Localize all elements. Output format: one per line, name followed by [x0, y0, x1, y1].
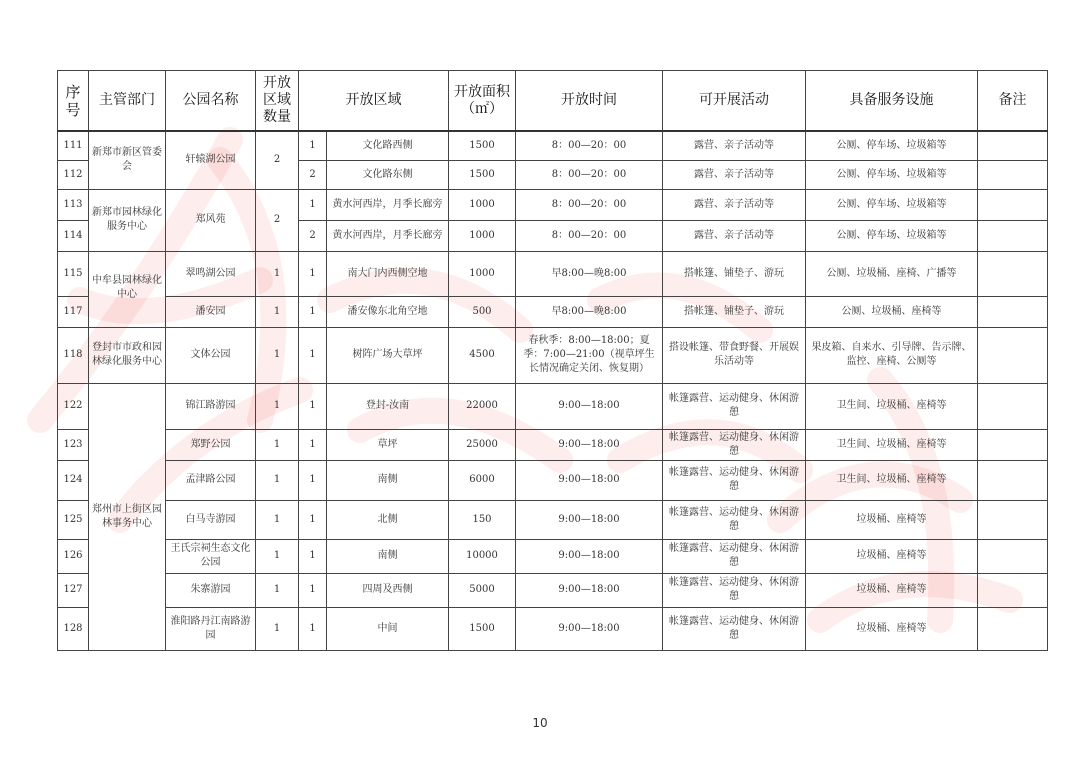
cell-park: 王氏宗祠生态文化公园: [166, 539, 256, 573]
cell-no: 128: [58, 607, 89, 650]
cell-activities: 露营、亲子活动等: [663, 220, 806, 251]
cell-no: 127: [58, 573, 89, 607]
header-size: 开放面积（㎡）: [449, 71, 516, 132]
cell-time: 春秋季：8:00—18:00；夏季：7:00—21:00（视草坪生长情况确定关闭、恢复期）: [516, 327, 663, 383]
cell-note: [978, 220, 1048, 251]
cell-facilities: 公厕、停车场、垃圾箱等: [806, 220, 978, 251]
cell-no: 123: [58, 429, 89, 460]
cell-area-index: 1: [299, 607, 327, 650]
cell-no: 124: [58, 460, 89, 500]
cell-activities: 帐篷露营、运动健身、休闲游憩: [663, 460, 806, 500]
cell-activities: 帐篷露营、运动健身、休闲游憩: [663, 607, 806, 650]
table-row: [58, 383, 1048, 429]
cell-park: 郑风苑: [166, 189, 256, 251]
cell-facilities: 果皮箱、自来水、引导牌、告示牌、监控、座椅、公厕等: [806, 327, 978, 383]
cell-park: 白马寺游园: [166, 500, 256, 539]
cell-size: 5000: [449, 573, 516, 607]
table-row: [58, 189, 1048, 220]
cell-facilities: 垃圾桶、座椅等: [806, 500, 978, 539]
cell-no: 126: [58, 539, 89, 573]
cell-count: 2: [256, 131, 299, 189]
cell-note: [978, 573, 1048, 607]
cell-facilities: 垃圾桶、座椅等: [806, 607, 978, 650]
cell-area-index: 1: [299, 189, 327, 220]
cell-activities: 帐篷露营、运动健身、休闲游憩: [663, 383, 806, 429]
cell-facilities: 公厕、停车场、垃圾箱等: [806, 189, 978, 220]
cell-no: 112: [58, 160, 89, 189]
table-row: [58, 500, 1048, 539]
cell-activities: 搭帐篷、铺垫子、游玩: [663, 251, 806, 296]
header-activities: 可开展活动: [663, 71, 806, 132]
cell-size: 4500: [449, 327, 516, 383]
cell-time: 8：00—20：00: [516, 131, 663, 160]
cell-activities: 露营、亲子活动等: [663, 131, 806, 160]
cell-area-index: 1: [299, 327, 327, 383]
cell-area: 四周及西侧: [327, 573, 449, 607]
table-row: [58, 429, 1048, 460]
header-note: 备注: [978, 71, 1048, 132]
cell-count: 1: [256, 500, 299, 539]
cell-area: 黄水河西岸，月季长廊旁: [327, 220, 449, 251]
cell-park: 孟津路公园: [166, 460, 256, 500]
cell-no: 111: [58, 131, 89, 160]
parks-table: [57, 70, 1048, 651]
cell-count: 1: [256, 539, 299, 573]
cell-note: [978, 131, 1048, 160]
cell-time: 早8:00—晚8:00: [516, 251, 663, 296]
cell-area: 文化路东侧: [327, 160, 449, 189]
cell-park: 朱寨游园: [166, 573, 256, 607]
cell-dept: 新郑市新区管委会: [89, 131, 166, 189]
cell-activities: 帐篷露营、运动健身、休闲游憩: [663, 429, 806, 460]
page-number: 10: [532, 716, 548, 730]
cell-facilities: 卫生间、垃圾桶、座椅等: [806, 460, 978, 500]
cell-size: 10000: [449, 539, 516, 573]
cell-area: 南侧: [327, 539, 449, 573]
header-facilities: 具备服务设施: [806, 71, 978, 132]
header-no: 序号: [58, 71, 89, 132]
cell-size: 1500: [449, 607, 516, 650]
cell-count: 1: [256, 607, 299, 650]
table-row: [58, 607, 1048, 650]
cell-activities: 露营、亲子活动等: [663, 160, 806, 189]
cell-park: 淮阳路丹江南路游园: [166, 607, 256, 650]
cell-no: 114: [58, 220, 89, 251]
header-count: 开放区域数量: [256, 71, 299, 132]
cell-area-index: 1: [299, 131, 327, 160]
cell-activities: 露营、亲子活动等: [663, 189, 806, 220]
cell-area: 树阵广场大草坪: [327, 327, 449, 383]
cell-area-index: 1: [299, 296, 327, 327]
cell-area-index: 1: [299, 251, 327, 296]
cell-area: 南侧: [327, 460, 449, 500]
cell-area: 黄水河西岸，月季长廊旁: [327, 189, 449, 220]
cell-park: 锦江路游园: [166, 383, 256, 429]
cell-area-index: 1: [299, 460, 327, 500]
cell-note: [978, 189, 1048, 220]
cell-time: 9:00—18:00: [516, 429, 663, 460]
cell-dept: 郑州市上街区园林事务中心: [89, 383, 166, 650]
cell-no: 113: [58, 189, 89, 220]
cell-note: [978, 327, 1048, 383]
cell-time: 早8:00—晚8:00: [516, 296, 663, 327]
cell-dept: 中牟县园林绿化中心: [89, 251, 166, 327]
cell-area-index: 1: [299, 383, 327, 429]
cell-size: 6000: [449, 460, 516, 500]
cell-area-index: 2: [299, 160, 327, 189]
table-row: [58, 539, 1048, 573]
header-park: 公园名称: [166, 71, 256, 132]
cell-size: 1000: [449, 220, 516, 251]
cell-area: 草坪: [327, 429, 449, 460]
cell-area: 文化路西侧: [327, 131, 449, 160]
table-row: [58, 251, 1048, 296]
header-dept: 主管部门: [89, 71, 166, 132]
cell-size: 1000: [449, 251, 516, 296]
cell-park: 潘安园: [166, 296, 256, 327]
table-row: [58, 296, 1048, 327]
cell-time: 9:00—18:00: [516, 383, 663, 429]
cell-facilities: 卫生间、垃圾桶、座椅等: [806, 429, 978, 460]
cell-time: 9:00—18:00: [516, 460, 663, 500]
cell-time: 9:00—18:00: [516, 607, 663, 650]
cell-area-index: 1: [299, 573, 327, 607]
cell-note: [978, 251, 1048, 296]
cell-count: 1: [256, 429, 299, 460]
cell-facilities: 公厕、垃圾桶、座椅等: [806, 296, 978, 327]
cell-note: [978, 539, 1048, 573]
cell-facilities: 公厕、停车场、垃圾箱等: [806, 131, 978, 160]
cell-area: 潘安像东北角空地: [327, 296, 449, 327]
header-area: 开放区域: [299, 71, 449, 132]
cell-park: 翠鸣湖公园: [166, 251, 256, 296]
cell-count: 1: [256, 460, 299, 500]
cell-note: [978, 460, 1048, 500]
cell-size: 25000: [449, 429, 516, 460]
cell-dept: 新郑市园林绿化服务中心: [89, 189, 166, 251]
cell-activities: 帐篷露营、运动健身、休闲游憩: [663, 539, 806, 573]
cell-no: 125: [58, 500, 89, 539]
cell-area-index: 1: [299, 539, 327, 573]
cell-no: 115: [58, 251, 89, 296]
cell-area: 中间: [327, 607, 449, 650]
cell-size: 150: [449, 500, 516, 539]
cell-note: [978, 607, 1048, 650]
cell-note: [978, 160, 1048, 189]
table-row: [58, 327, 1048, 383]
cell-park: 轩辕湖公园: [166, 131, 256, 189]
table-header-row: [58, 71, 1048, 132]
cell-facilities: 垃圾桶、座椅等: [806, 573, 978, 607]
cell-note: [978, 429, 1048, 460]
cell-area: 登封-汝南: [327, 383, 449, 429]
cell-area-index: 1: [299, 429, 327, 460]
cell-time: 8：00—20：00: [516, 160, 663, 189]
cell-size: 22000: [449, 383, 516, 429]
cell-activities: 帐篷露营、运动健身、休闲游憩: [663, 573, 806, 607]
cell-activities: 搭帐篷、铺垫子、游玩: [663, 296, 806, 327]
cell-park: 文体公园: [166, 327, 256, 383]
cell-size: 1000: [449, 189, 516, 220]
cell-time: 9:00—18:00: [516, 500, 663, 539]
cell-size: 500: [449, 296, 516, 327]
cell-time: 9:00—18:00: [516, 573, 663, 607]
cell-activities: 帐篷露营、运动健身、休闲游憩: [663, 500, 806, 539]
table-row: [58, 460, 1048, 500]
table-row: [58, 573, 1048, 607]
cell-count: 2: [256, 189, 299, 251]
cell-time: 8：00—20：00: [516, 220, 663, 251]
cell-activities: 搭设帐篷、带食野餐、开展娱乐活动等: [663, 327, 806, 383]
cell-area: 北侧: [327, 500, 449, 539]
cell-dept: 登封市市政和园林绿化服务中心: [89, 327, 166, 383]
cell-area-index: 2: [299, 220, 327, 251]
cell-no: 122: [58, 383, 89, 429]
cell-time: 8：00—20：00: [516, 189, 663, 220]
cell-count: 1: [256, 573, 299, 607]
cell-size: 1500: [449, 131, 516, 160]
cell-time: 9:00—18:00: [516, 539, 663, 573]
cell-area-index: 1: [299, 500, 327, 539]
cell-size: 1500: [449, 160, 516, 189]
header-time: 开放时间: [516, 71, 663, 132]
cell-note: [978, 296, 1048, 327]
cell-area: 南大门内西侧空地: [327, 251, 449, 296]
cell-facilities: 公厕、停车场、垃圾箱等: [806, 160, 978, 189]
table-row: [58, 131, 1048, 160]
cell-note: [978, 500, 1048, 539]
cell-no: 118: [58, 327, 89, 383]
cell-count: 1: [256, 327, 299, 383]
cell-facilities: 垃圾桶、座椅等: [806, 539, 978, 573]
cell-park: 郑野公园: [166, 429, 256, 460]
cell-count: 1: [256, 251, 299, 296]
cell-count: 1: [256, 296, 299, 327]
cell-facilities: 卫生间、垃圾桶、座椅等: [806, 383, 978, 429]
cell-count: 1: [256, 383, 299, 429]
cell-no: 117: [58, 296, 89, 327]
cell-facilities: 公厕、垃圾桶、座椅、广播等: [806, 251, 978, 296]
cell-note: [978, 383, 1048, 429]
